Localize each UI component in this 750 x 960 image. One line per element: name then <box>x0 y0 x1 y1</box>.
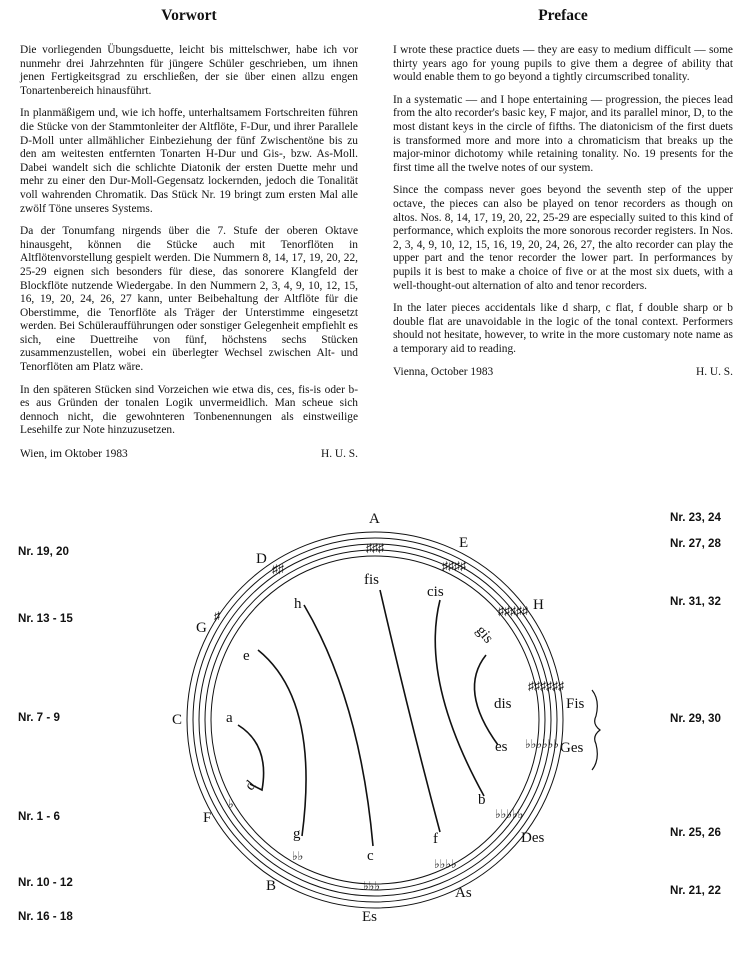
number-label: Nr. 29, 30 <box>670 712 721 725</box>
flat-icon: ♭♭ <box>292 849 304 863</box>
key-label: Es <box>362 909 377 925</box>
vorwort-paragraph: Da der Tonumfang nirgends über die 7. Stufe der oberen Oktave hinausgeht, können die Stücke auch mit Tenorflöten in Altflötenvorstellung gespielt werden. Die Nummern 8, 14, 17, 19, 20, 22, 25-29 eignen sich besonders für diese, das sonorere Klangfeld der Blockflöte nutzende Wiedergabe. In den Nummern 2, 3, 4, 9, 10, 12, 15, 16, 19, 20, 24, 26, 27 kann, unter Beibehaltung der Altflöte für die Oberstimme, die Tenorflöte als Träger der Unterstimme eingesetzt werden. Bei Schüleraufführungen oder sonstiger Gelegenheit empfiehlt es sich, eine Duettreihe von fünf, höchstens sechs Stücken zusammenzustellen, wobei ein überlegter Wechsel zwischen Alt- und Tenorflöten am Platz wäre. <box>20 225 358 374</box>
number-label: Nr. 19, 20 <box>18 545 69 558</box>
key-label: G <box>196 620 207 636</box>
sharp-icon: ♯ <box>214 609 220 623</box>
flat-icon: ♭♭♭♭♭ <box>495 807 524 821</box>
staff-line <box>193 538 557 902</box>
key-label: D <box>256 551 267 567</box>
preface-paragraph: In a systematic — and I hope entertaining — progression, the pieces lead from the alto recorder's basic key, F major, and its parallel minor, D, to the most distant keys in the circle of fifths. The diatonicism of the first duets is transformed more and more into a chromaticism that breaks up the major-minor dichotomy while retaining tonality. No. 19 presents for the first time all the twelve notes of our system. <box>393 93 733 174</box>
flat-icon: ♭♭♭ <box>363 879 380 893</box>
flat-icon: ♭♭♭♭♭♭ <box>525 737 559 751</box>
arc-h-c <box>304 605 373 846</box>
sharp-icon: ♯♯♯♯♯ <box>498 604 528 618</box>
sharp-icon: ♯♯♯♯ <box>442 559 466 573</box>
number-label: Nr. 23, 24 <box>670 511 721 524</box>
note-label: fis <box>364 572 379 588</box>
note-labels <box>226 572 512 864</box>
preface-paragraph: Since the compass never goes beyond the seventh step of the upper octave, the pieces can also be played on tenor recorders as though on altos. Nos. 8, 14, 17, 19, 20, 22, 25-29 are especially suited to this kind of performance, which exploits the more sonorous recorder registers. In Nos. 2, 3, 4, 9, 10, 12, 15, 16, 19, 20, 24, 26, 27, the alto recorder can play the upper part and the tenor recorder the lower part. In performances by pupils it is best to make a choice of five or at the most six duets, with a well-thought-out alternation of alto and tenor recorders. <box>393 184 733 292</box>
note-label: g <box>293 826 301 842</box>
note-label: dis <box>494 696 512 712</box>
flat-icon: ♭ <box>228 797 234 811</box>
number-label: Nr. 27, 28 <box>670 537 721 550</box>
sharp-icon: ♯♯♯♯♯♯ <box>528 679 564 693</box>
arc-fis-f <box>380 590 440 832</box>
note-label: gis <box>472 622 497 647</box>
key-label: B <box>266 878 277 894</box>
arc-e-g <box>258 650 306 836</box>
number-label: Nr. 10 - 12 <box>18 876 73 889</box>
key-label: As <box>455 885 472 901</box>
staff-line <box>187 532 563 908</box>
number-label: Nr. 31, 32 <box>670 595 721 608</box>
preface-title: Preface <box>538 7 588 24</box>
key-label: A <box>369 511 380 527</box>
note-label: h <box>294 596 302 612</box>
note-label: es <box>495 739 508 755</box>
key-label: Ges <box>560 740 584 756</box>
note-label: b <box>478 792 486 808</box>
preface-paragraph: I wrote these practice duets — they are easy to medium difficult — some thirty years ago for young pupils to give them a degree of ability that would enable them to go beyond a tightly circumscribed tonality. <box>393 44 733 84</box>
preface-place-date: Vienna, October 1983 <box>393 366 494 379</box>
vorwort-place-date: Wien, im Oktober 1983 <box>20 448 128 461</box>
key-label: H <box>533 597 544 613</box>
number-label: Nr. 13 - 15 <box>18 612 73 625</box>
vorwort-title: Vorwort <box>161 7 217 24</box>
sharp-icon: ♯♯♯ <box>366 541 384 555</box>
key-label: C <box>172 712 183 728</box>
key-label: E <box>459 535 469 551</box>
vorwort-paragraph: In den späteren Stücken sind Vorzeichen wie etwa dis, ces, fis-is oder b-es aus Gründen der tonalen Logik unvermeidlich. Man scheue sich dennoch nicht, die gewohnteren Tonbenennungen als einstweilige Lesehilfe zur Note hinzuzusetzen. <box>20 383 358 437</box>
brace-icon <box>592 690 600 770</box>
staff-line <box>199 544 551 896</box>
key-label: Des <box>521 830 545 846</box>
staff-line <box>211 556 539 884</box>
sharp-icon: ♯♯ <box>272 562 284 576</box>
note-label: cis <box>427 584 444 600</box>
key-label: Fis <box>566 696 585 712</box>
preface-paragraph: In the later pieces accidentals like d sharp, c flat, f double sharp or b double flat are unavoidable in the logic of the tonal context. Performers should not hesitate, however, to write in the more customary note name as a temporary aid to reading. <box>393 302 733 355</box>
number-label: Nr. 16 - 18 <box>18 910 73 923</box>
number-label: Nr. 1 - 6 <box>18 810 60 823</box>
key-label: F <box>203 810 212 826</box>
staff-line <box>205 550 545 890</box>
note-label: d <box>242 777 260 794</box>
connecting-arcs <box>238 590 498 846</box>
number-label: Nr. 21, 22 <box>670 884 721 897</box>
note-label: c <box>367 848 374 864</box>
note-label: e <box>243 648 250 664</box>
preface-initials: H. U. S. <box>695 366 733 379</box>
arc-a-d <box>238 725 264 790</box>
staff-circles <box>187 532 563 908</box>
note-label: a <box>226 710 233 726</box>
number-label: Nr. 7 - 9 <box>18 711 60 724</box>
note-label: f <box>433 831 438 847</box>
vorwort-paragraph: In planmäßigem und, wie ich hoffe, unterhaltsamem Fortschreiten führen die Stücke von der Stammtonleiter der Altflöte, F-Dur, und ihrer Parallele D-Moll unter allmählicher Einbeziehung der fünf Zwischentöne bis zu den am weitesten entfernten Tonarten H-Dur und Gis-, bzw. As-Moll. Dabei wandelt sich die schlichte Diatonik der ersten Duette mehr und mehr zu einer den Dur-Moll-Gegensatz lockernden, jedoch die Tonalität voll wahrenden Chromatik. Das Stück Nr. 19 bringt zum ersten Mal alle zwölf Töne unseres Systems. <box>20 107 358 215</box>
vorwort-paragraph: Die vorliegenden Übungsduette, leicht bis mittelschwer, habe ich vor nunmehr drei Jahrzehnten für jüngere Schüler geschrieben, um ihnen jenen Fertigkeitsgrad zu erschließen, der sie über einen allzu engen Tonartenbereich hinausführt. <box>20 44 358 97</box>
flat-icon: ♭♭♭♭ <box>434 857 457 871</box>
number-label: Nr. 25, 26 <box>670 826 721 839</box>
vorwort-initials: H. U. S. <box>320 448 358 461</box>
